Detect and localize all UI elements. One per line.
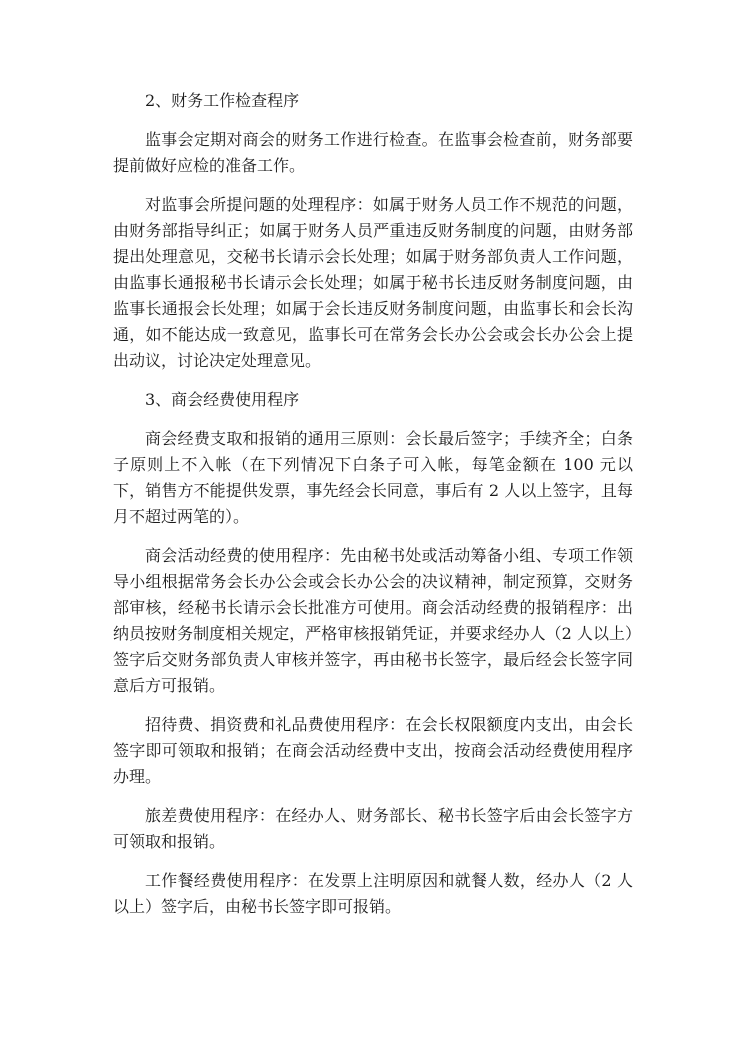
section-heading-fund-usage: 3、商会经费使用程序: [145, 390, 300, 409]
paragraph-three-principles: 商会经费支取和报销的通用三原则：会长最后签字；手续齐全；白条子原则上不入帐（在下列情况下白条子可入帐，每笔金额在 100 元以下，销售方不能提供发票，事先经会长同意，事后有 2 人以上签字，且每月不超过两笔的）。: [113, 429, 633, 526]
section-heading-financial-inspection: 2、财务工作检查程序: [145, 91, 300, 110]
paragraph-travel-funds: 旅差费使用程序：在经办人、财务部长、秘书长签字后由会长签字方可领取和报销。: [113, 806, 633, 851]
paragraph-meal-funds: 工作餐经费使用程序：在发票上注明原因和就餐人数，经办人（2 人以上）签字后，由秘书长签字即可报销。: [113, 871, 633, 916]
paragraph-activity-funds: 商会活动经费的使用程序：先由秘书处或活动筹备小组、专项工作领导小组根据常务会长办公会或会长办公会的决议精神，制定预算，交财务部审核，经秘书长请示会长批准方可使用。商会活动经费的报销程序：出纳员按财务制度相关规定，严格审核报销凭证，并要求经办人（2 人以上）签字后交财务部负责人审核并签字，再由秘书长签字，最后经会长签字同意后方可报销。: [113, 546, 633, 695]
paragraph-hospitality-funds: 招待费、捐资费和礼品费使用程序：在会长权限额度内支出，由会长签字即可领取和报销；在商会活动经费中支出，按商会活动经费使用程序办理。: [113, 715, 633, 786]
document-page: [113, 88, 633, 933]
paragraph-inspection-preparation: 监事会定期对商会的财务工作进行检查。在监事会检查前，财务部要提前做好应检的准备工作。: [113, 130, 633, 175]
paragraph-issue-handling: 对监事会所提问题的处理程序：如属于财务人员工作不规范的问题，由财务部指导纠正；如属于财务人员严重违反财务制度的问题，由财务部提出处理意见，交秘书长请示会长处理；如属于财务部负责人工作问题，由监事长通报秘书长请示会长处理；如属于秘书长违反财务制度问题，由监事长通报会长处理；如属于会长违反财务制度问题，由监事长和会长沟通，如不能达成一致意见，监事长可在常务会长办公会或会长办公会上提出动议，讨论决定处理意见。: [113, 195, 633, 370]
